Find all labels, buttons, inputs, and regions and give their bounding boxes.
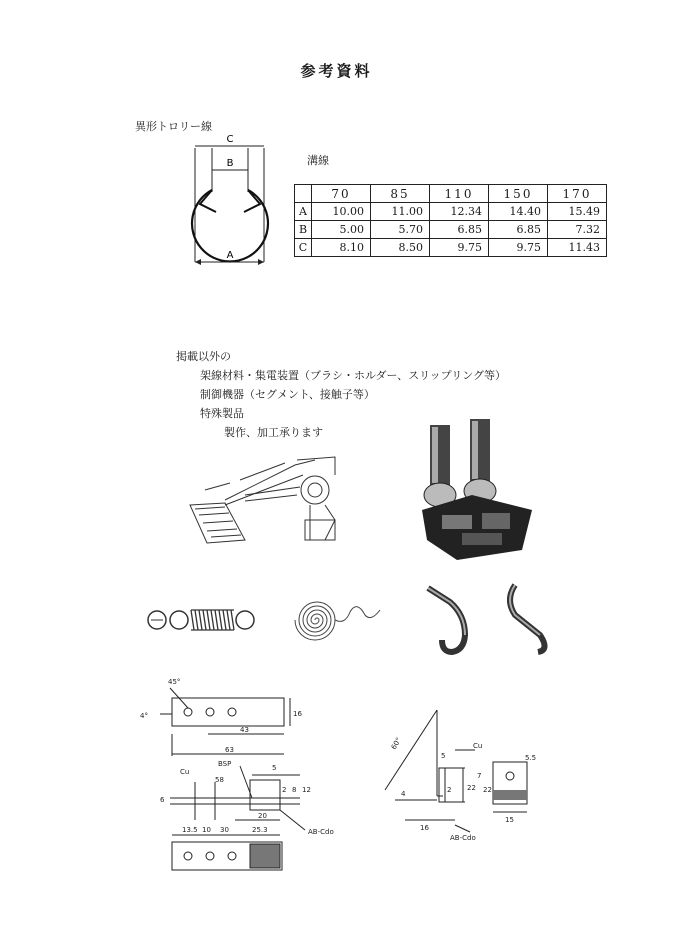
dim-label: 10 [202,826,211,834]
brush-holder-illustration [412,415,542,565]
notes-line: 特殊製品 [200,407,244,420]
dim-label: BSP [218,760,232,768]
dim-label: 8 [292,786,297,794]
label-c: C [226,134,234,145]
dim-label: 22 [483,786,492,794]
table-cell: 10.00 [312,203,371,221]
current-collector-sketch [185,445,345,560]
table-cell: 11.00 [371,203,430,221]
table-cell: 9.75 [489,239,548,257]
terminal-drawing-left [140,670,350,880]
table-cell: 9.75 [430,239,489,257]
table-cell: 15.49 [548,203,607,221]
col-header: 110 [430,185,489,203]
dim-label: 15 [505,816,514,824]
dim-label: Cu [473,742,483,750]
table-cell: 6.85 [430,221,489,239]
dim-label: 16 [420,824,429,832]
dim-label: 63 [225,746,234,754]
table-row [295,203,607,221]
dim-label: 43 [240,726,249,734]
dim-label: 4 [401,790,406,798]
terminal-drawing-right [365,700,565,850]
coil-spring-illustration [145,600,265,640]
dim-label: 6 [160,796,165,804]
table-cell: 6.85 [489,221,548,239]
dim-label: 7 [477,772,482,780]
col-header: 150 [489,185,548,203]
col-header: 70 [312,185,371,203]
spring-clip-illustration [420,580,570,660]
dim-label: 45° [168,678,181,686]
table-cell: 7.32 [548,221,607,239]
row-label: B [295,221,312,239]
table-cell: 12.34 [430,203,489,221]
notes-line: 架線材料・集電装置（ブラシ・ホルダー、スリップリング等） [200,369,507,382]
dim-label: AB-Cdo [308,828,334,836]
table-row [295,239,607,257]
notes-line: 製作、加工承ります [224,426,323,439]
table-cell: 8.50 [371,239,430,257]
dim-label: AB-Cdo [450,834,476,842]
trolley-heading: 異形トロリー線 [135,120,212,133]
dim-label: 5 [441,752,446,760]
col-header: 85 [371,185,430,203]
table-header-row [295,185,607,203]
table-cell: 14.40 [489,203,548,221]
dim-label: 58 [215,776,224,784]
label-b: B [226,158,234,169]
notes-line: 掲載以外の [176,350,231,363]
dim-label: 2 [282,786,287,794]
table-cell: 5.00 [312,221,371,239]
table-row [295,221,607,239]
row-label: C [295,239,312,257]
dim-label: 20 [258,812,267,820]
dim-label: 5 [272,764,277,772]
table-caption: 溝線 [307,154,329,167]
dim-label: 30 [220,826,229,834]
dim-label: 16 [293,710,302,718]
dim-label: 25.3 [252,826,268,834]
table-cell: 5.70 [371,221,430,239]
dim-label: 60° [389,736,403,751]
dimension-table [294,184,607,257]
dim-label: 5.5 [525,754,537,762]
dim-label: 13.5 [182,826,198,834]
table-cell: 11.43 [548,239,607,257]
dim-label: 12 [302,786,311,794]
row-label: A [295,203,312,221]
dim-label: 2 [447,786,452,794]
trolley-wire-diagram [180,130,280,275]
dim-label: 4° [140,712,148,720]
col-header: 170 [548,185,607,203]
label-a: A [226,250,234,261]
dim-label: Cu [180,768,190,776]
spiral-spring-illustration [285,590,395,650]
dim-label: 22 [467,784,476,792]
table-cell: 8.10 [312,239,371,257]
notes-line: 制御機器（セグメント、接触子等） [200,388,375,401]
page-title: 参考資料 [300,62,373,80]
